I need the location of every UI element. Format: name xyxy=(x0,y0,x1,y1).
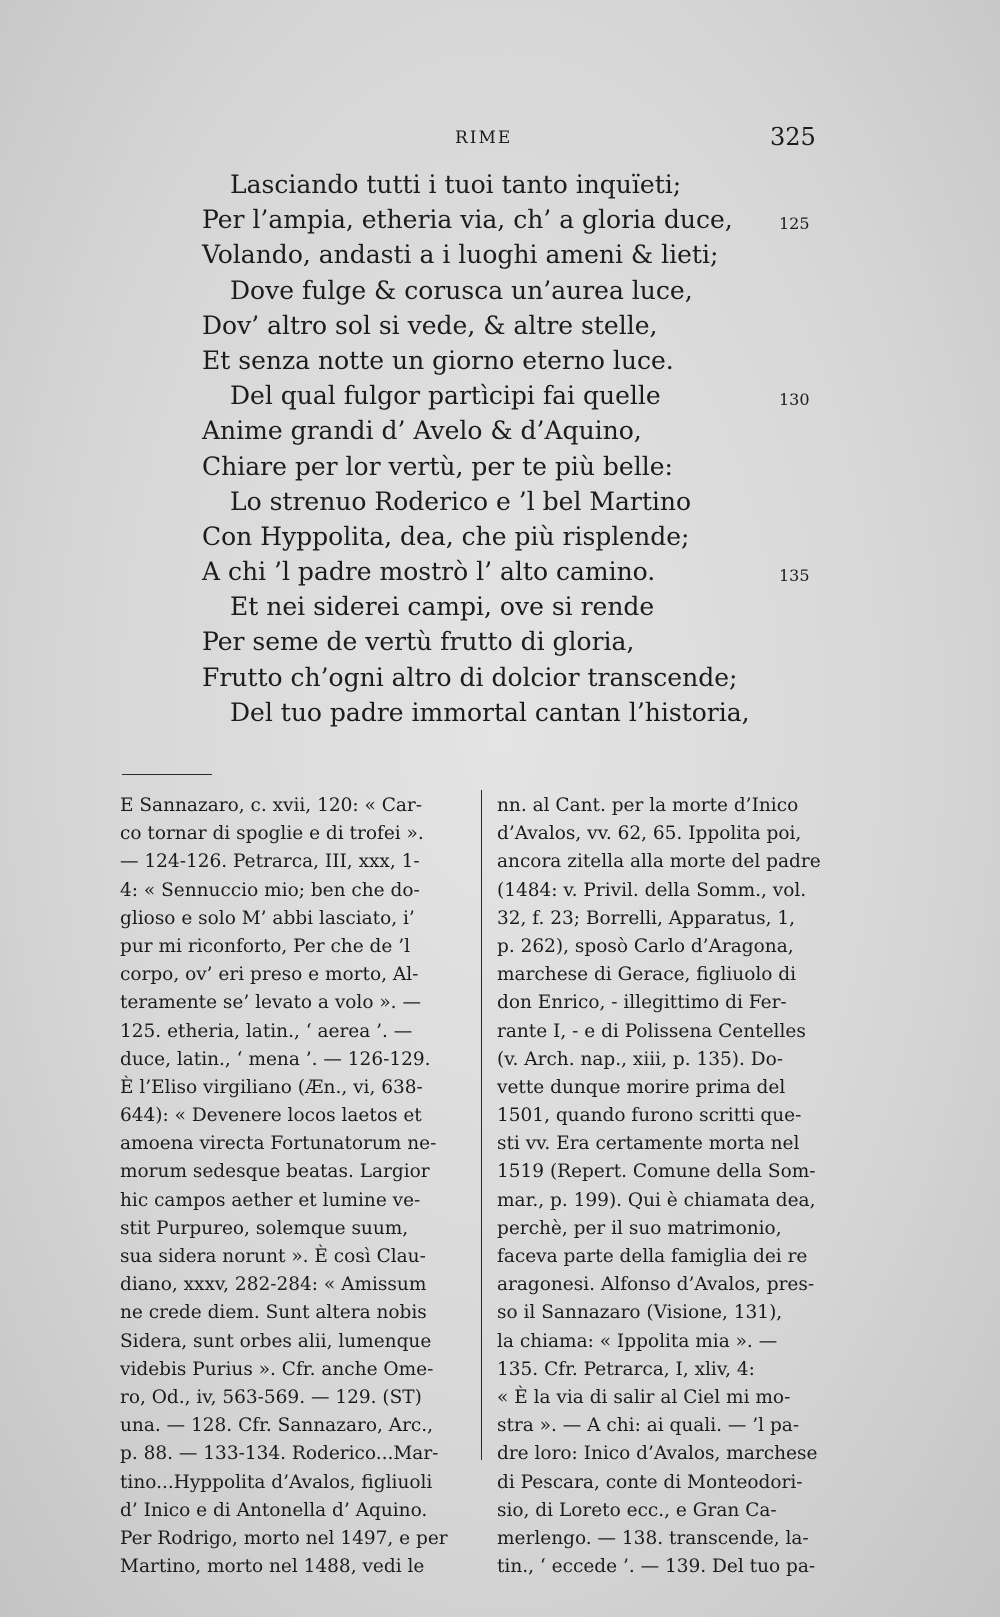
verse-text: Volando, andasti a i luoghi ameni & lieti; xyxy=(202,240,719,270)
page-header xyxy=(0,123,1000,158)
footnote-line: corpo, ov’ eri preso e morto, Al- xyxy=(120,964,419,986)
footnote-line: 4: « Sennuccio mio; ben che do- xyxy=(120,879,420,901)
verse-line xyxy=(202,519,852,554)
footnote-line: diano, xxxv, 282-284: « Amissum xyxy=(120,1274,427,1296)
footnote-line: Per Rodrigo, morto nel 1497, e per xyxy=(120,1527,448,1549)
footnote-line: teramente se’ levato a volo ». — xyxy=(120,992,421,1014)
footnote-line: duce, latin., ‘ mena ’. — 126-129. xyxy=(120,1048,431,1070)
footnote-line: faceva parte della famiglia dei re xyxy=(497,1246,808,1267)
footnote-line: hic campos aether et lumine ve- xyxy=(120,1189,421,1211)
footnote-line: p. 262), sposò Carlo d’Aragona, xyxy=(497,935,794,957)
footnote-line: tin., ‘ eccede ’. — 139. Del tuo pa- xyxy=(497,1556,816,1578)
footnote-line: di Pescara, conte di Monteodori- xyxy=(497,1471,803,1493)
verse-line xyxy=(202,589,852,624)
footnote-line: stit Purpureo, solemque suum, xyxy=(120,1217,409,1239)
footnote-line: sio, di Loreto ecc., e Gran Ca- xyxy=(497,1499,777,1521)
footnote-line: amoena virecta Fortunatorum ne- xyxy=(120,1133,437,1155)
footnote-line: dre loro: Inico d’Avalos, marchese xyxy=(497,1443,818,1465)
verse-text: Anime grandi d’ Avelo & d’Aquino, xyxy=(202,416,642,446)
footnote-line: 1501, quando furono scritti que- xyxy=(497,1105,802,1127)
verse-text: Con Hyppolita, dea, che più risplende; xyxy=(202,521,690,551)
footnote-line: « È la via di salir al Ciel mi mo- xyxy=(497,1386,791,1408)
footnote-line: la chiama: « Ippolita mia ». — xyxy=(497,1330,778,1352)
footnote-line: videbis Purius ». Cfr. anche Ome- xyxy=(120,1358,434,1380)
verse-line xyxy=(202,202,852,237)
footnote-line: 125. etheria, latin., ‘ aerea ’. — xyxy=(120,1020,413,1042)
footnote-line: stra ». — A chi: ai quali. — ’l pa- xyxy=(497,1415,800,1437)
footnote-line: nn. al Cant. per la morte d’Inico xyxy=(497,795,799,816)
line-number: 135 xyxy=(779,566,810,586)
footnote-line: una. — 128. Cfr. Sannazaro, Arc., xyxy=(120,1415,434,1437)
verse-line xyxy=(202,660,852,695)
verse-text: Et nei siderei campi, ove si rende xyxy=(230,592,655,622)
footnote-line: 644): « Devenere locos laetos et xyxy=(120,1105,422,1127)
verse-line xyxy=(202,237,852,272)
footnotes-right-column xyxy=(497,792,855,1581)
footnote-line: marchese di Gerace, figliuolo di xyxy=(497,964,797,986)
line-number: 125 xyxy=(779,214,810,234)
column-divider xyxy=(481,790,482,1460)
footnote-line: — 124-126. Petrarca, III, xxx, 1- xyxy=(120,851,420,873)
footnote-line: vette dunque morire prima del xyxy=(497,1076,786,1098)
verse-text: Lo strenuo Roderico e ’l bel Martino xyxy=(230,486,692,516)
verse-line xyxy=(202,413,852,448)
footnote-line: rante I, - e di Polissena Centelles xyxy=(497,1020,806,1042)
verse-line xyxy=(202,624,852,659)
footnote-line: sua sidera norunt ». È così Clau- xyxy=(120,1246,426,1267)
verse-text: Et senza notte un giorno eterno luce. xyxy=(202,345,674,375)
verse-text: Del qual fulgor partìcipi fai quelle xyxy=(230,381,661,411)
footnote-line: so il Sannazaro (Visione, 131), xyxy=(497,1302,783,1324)
verse-text: Dov’ altro sol si vede, & altre stelle, xyxy=(202,310,658,340)
footnote-line: merlengo. — 138. transcende, la- xyxy=(497,1527,809,1549)
verse-text: Frutto ch’ogni altro di dolcior transcende; xyxy=(202,662,738,692)
footnote-line: co tornar di spoglie e di trofei ». xyxy=(120,823,424,845)
verse-line xyxy=(202,378,852,413)
footnote-line: Martino, morto nel 1488, vedi le xyxy=(120,1556,425,1578)
verse-line xyxy=(202,554,852,589)
footnote-line: morum sedesque beatas. Largior xyxy=(120,1161,430,1183)
footnote-line: Sidera, sunt orbes alii, lumenque xyxy=(120,1330,432,1352)
verse-line xyxy=(202,343,852,378)
verse-text: Per seme de vertù frutto di gloria, xyxy=(202,627,635,657)
verse-line xyxy=(202,167,852,202)
footnote-line: tino...Hyppolita d’Avalos, figliuoli xyxy=(120,1471,433,1493)
footnote-line: d’ Inico e di Antonella d’ Aquino. xyxy=(120,1499,428,1521)
footnote-line: E Sannazaro, c. xvii, 120: « Car- xyxy=(120,795,422,816)
footnote-line: pur mi riconforto, Per che de ’l xyxy=(120,935,411,957)
line-number: 130 xyxy=(779,390,810,410)
footnote-line: aragonesi. Alfonso d’Avalos, pres- xyxy=(497,1274,815,1296)
verse-text: Lasciando tutti i tuoi tanto inquïeti; xyxy=(230,170,682,199)
page-number: 325 xyxy=(770,123,816,151)
verse-line xyxy=(202,695,852,730)
footnote-line: sti vv. Era certamente morta nel xyxy=(497,1133,800,1155)
footnote-line: 1519 (Repert. Comune della Som- xyxy=(497,1161,816,1183)
verse-line xyxy=(202,449,852,484)
verse-block xyxy=(202,167,852,730)
footnotes-left-column xyxy=(120,792,470,1581)
footnote-line: mar., p. 199). Qui è chiamata dea, xyxy=(497,1189,816,1211)
verse-line xyxy=(202,273,852,308)
footnote-line: 32, f. 23; Borrelli, Apparatus, 1, xyxy=(497,907,795,929)
footnote-line: p. 88. — 133-134. Roderico...Mar- xyxy=(120,1443,439,1465)
footnote-line: glioso e solo M’ abbi lasciato, i’ xyxy=(120,907,415,929)
verse-text: Dove fulge & corusca un’aurea luce, xyxy=(230,275,693,305)
footnote-line: ne crede diem. Sunt altera nobis xyxy=(120,1302,427,1324)
footnote-line: d’Avalos, vv. 62, 65. Ippolita poi, xyxy=(497,823,802,845)
footnote-line: ancora zitella alla morte del padre xyxy=(497,851,821,873)
verse-text: Chiare per lor vertù, per te più belle: xyxy=(202,451,673,481)
verse-line xyxy=(202,484,852,519)
footnote-line: (1484: v. Privil. della Somm., vol. xyxy=(497,879,807,901)
footnote-line: ro, Od., iv, 563-569. — 129. (ST) xyxy=(120,1386,422,1408)
footnote-line: È l’Eliso virgiliano (Æn., vi, 638- xyxy=(120,1076,423,1098)
verse-text: Del tuo padre immortal cantan l’historia, xyxy=(230,697,750,727)
verse-text: A chi ’l padre mostrò l’ alto camino. xyxy=(202,557,656,587)
footnote-line: 135. Cfr. Petrarca, I, xliv, 4: xyxy=(497,1358,755,1380)
footnote-line: (v. Arch. nap., xiii, p. 135). Do- xyxy=(497,1048,783,1070)
footnote-line: don Enrico, - illegittimo di Fer- xyxy=(497,992,787,1014)
running-title: RIME xyxy=(455,128,513,148)
verse-text: Per l’ampia, etheria via, ch’ a gloria duce, xyxy=(202,205,733,235)
verse-line xyxy=(202,308,852,343)
footnote-rule xyxy=(122,774,212,775)
footnote-line: perchè, per il suo matrimonio, xyxy=(497,1217,782,1239)
